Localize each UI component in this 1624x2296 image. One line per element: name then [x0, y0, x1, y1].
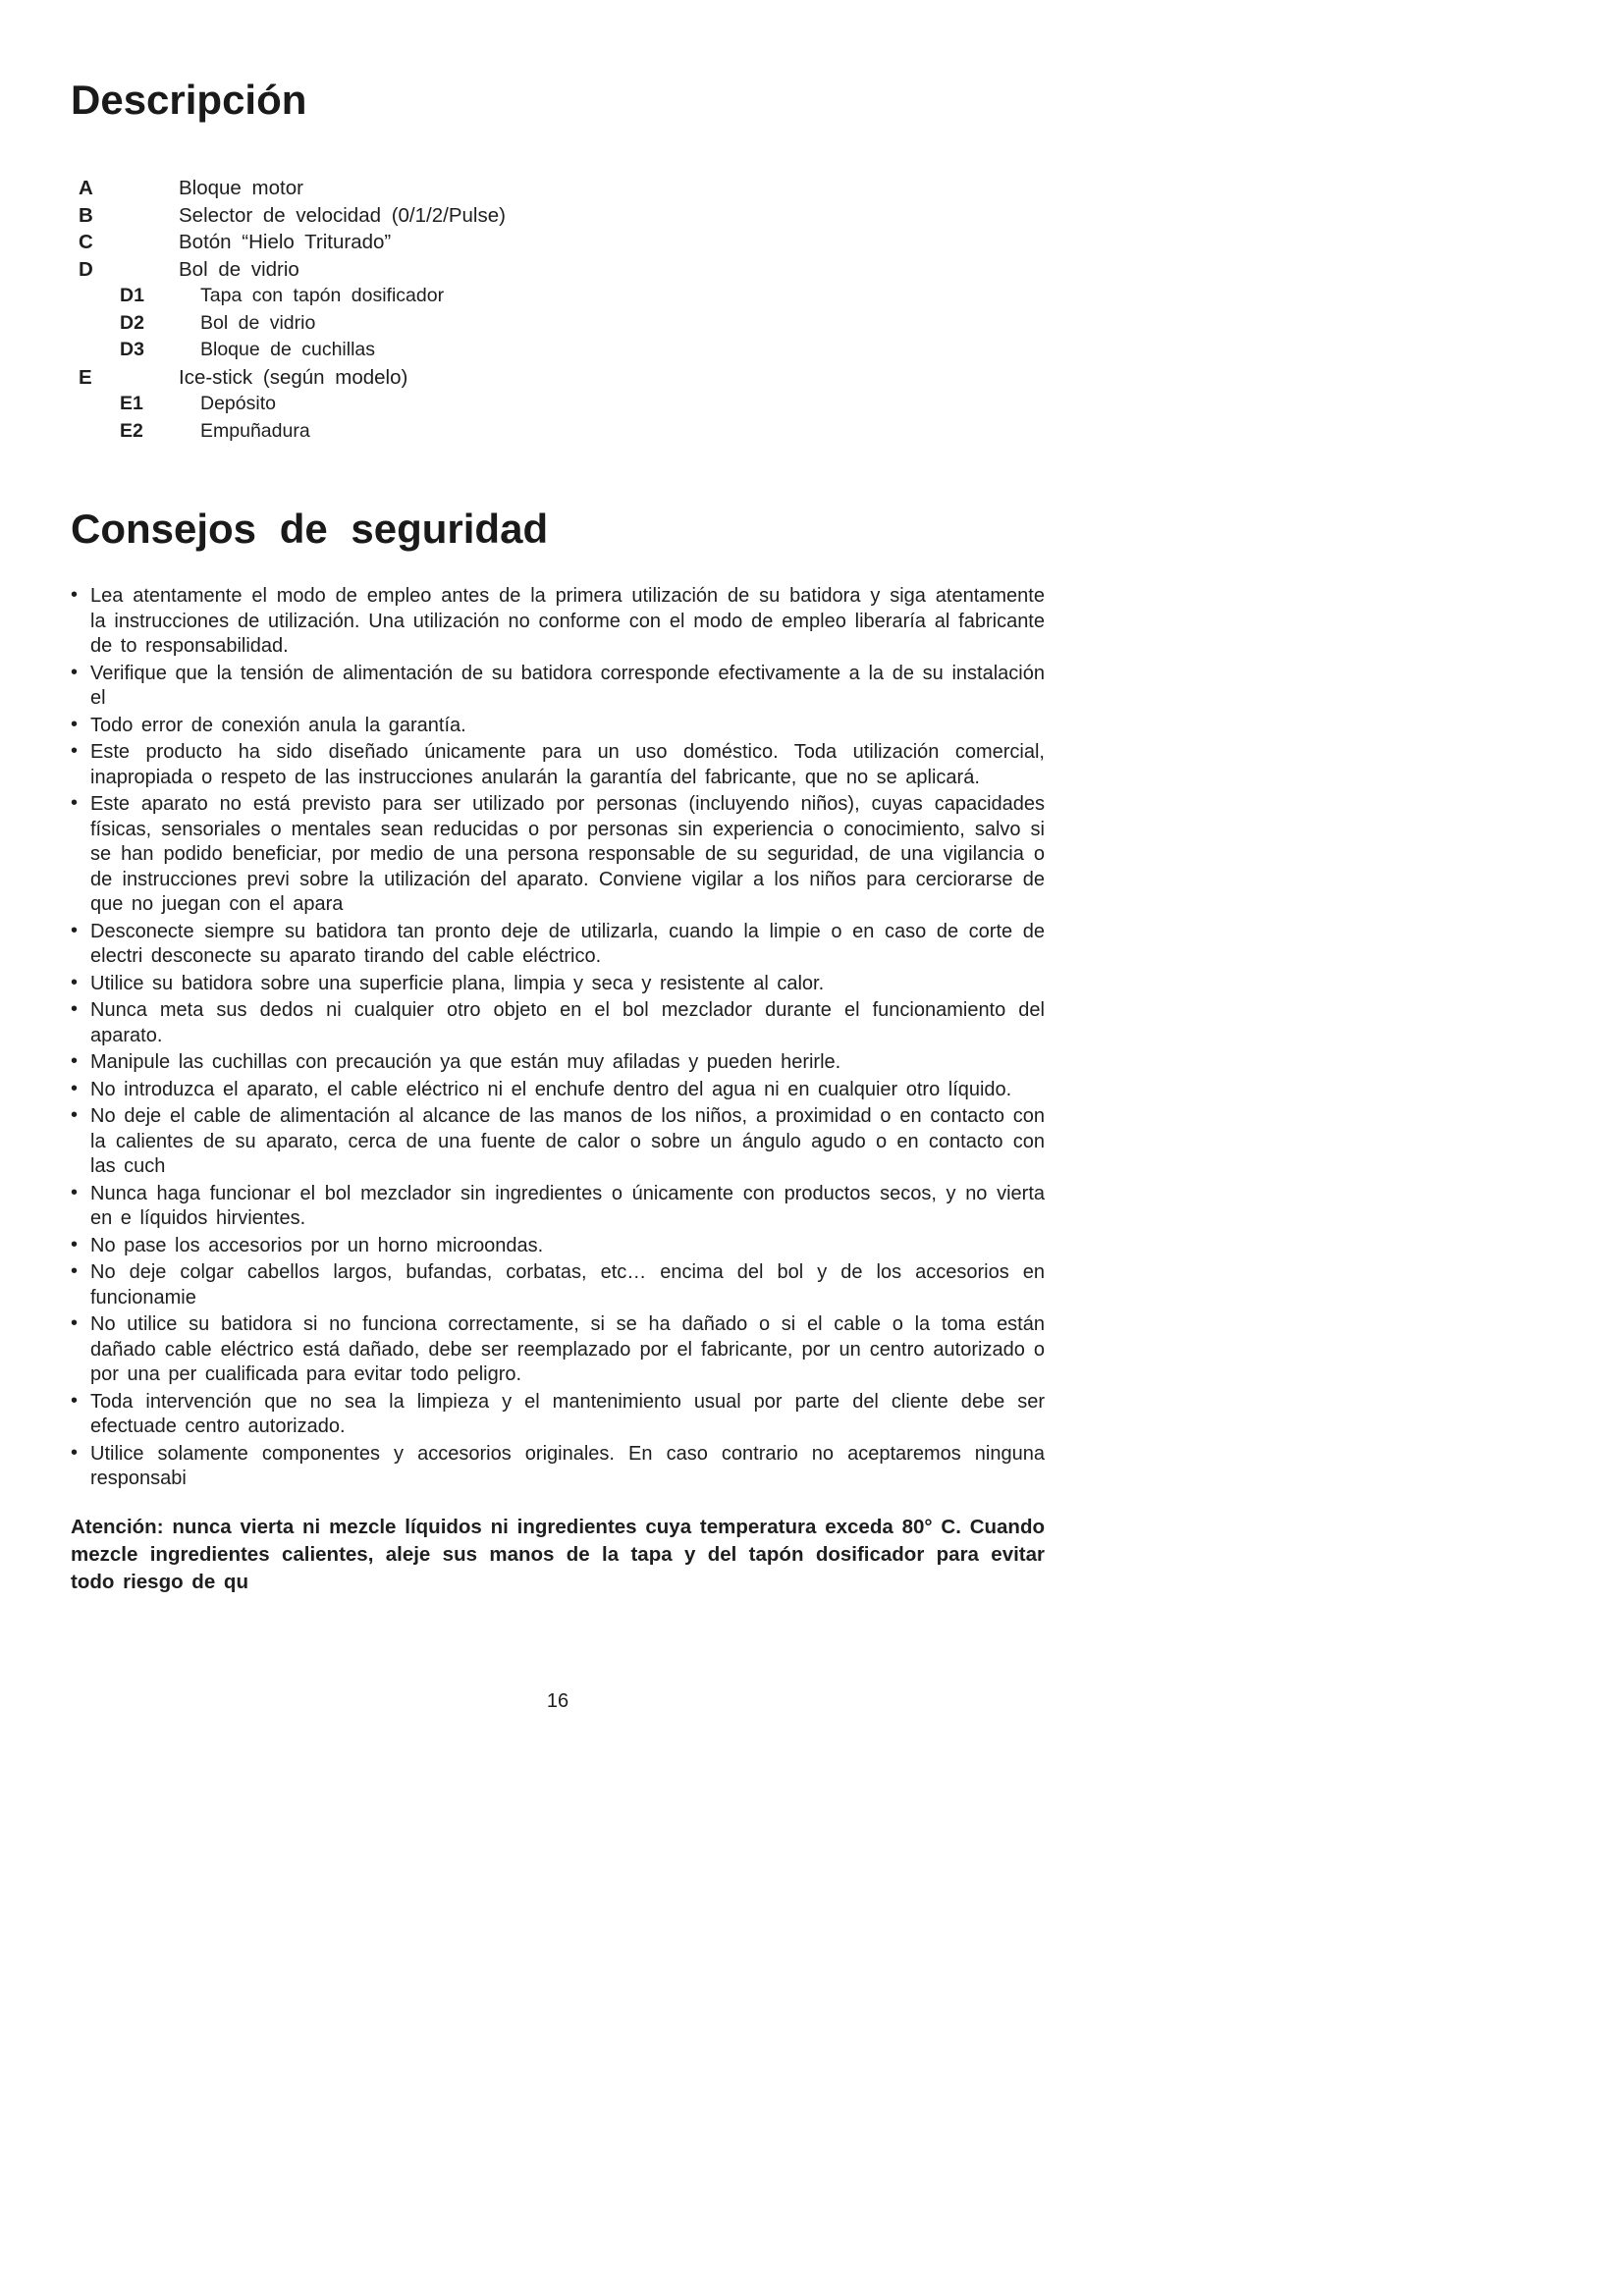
description-item-d3: [71, 337, 1062, 364]
description-list: [71, 175, 1062, 445]
description-key: B: [79, 203, 93, 227]
safety-bullet: • Utilice solamente componentes y accesorios originales. En caso contrario no aceptaremos ninguna responsabi: [71, 1442, 1045, 1492]
safety-bullet-list: [71, 584, 1045, 1492]
description-label: Bol de vidrio: [200, 311, 316, 334]
description-key: E: [79, 365, 92, 389]
safety-bullet: • Toda intervención que no sea la limpieza y el mantenimiento usual por parte del cliente debe ser efectuade centro autorizado.: [71, 1390, 1045, 1440]
safety-bullet: • Verifique que la tensión de alimentación de su batidora corresponde efectivamente a la de su instalación el: [71, 662, 1045, 712]
safety-bullet: • Nunca meta sus dedos ni cualquier otro objeto en el bol mezclador durante el funcionamiento del aparato.: [71, 998, 1045, 1048]
description-item-e1: [71, 391, 1062, 418]
description-key: D: [79, 257, 93, 281]
description-key: D2: [120, 311, 144, 334]
description-label: Bol de vidrio: [179, 257, 299, 281]
safety-bullet: • Desconecte siempre su batidora tan pronto deje de utilizarla, cuando la limpie o en caso de corte de electri desconecte su aparato tirando del cable eléctrico.: [71, 920, 1045, 970]
safety-bullet: • Manipule las cuchillas con precaución ya que están muy afiladas y pueden herirle.: [71, 1050, 1045, 1076]
safety-bullet: • No utilice su batidora si no funciona correctamente, si se ha dañado o si el cable o la toma están dañado cable eléctrico está dañado, debe ser reemplazado por el fabricante, por un centro autorizado o por una per cualificada para evitar todo peligro.: [71, 1312, 1045, 1388]
safety-heading: Consejos de seguridad: [71, 506, 549, 552]
description-key: E1: [120, 393, 143, 414]
description-item-c: [71, 229, 1062, 256]
description-label: Bloque motor: [179, 177, 303, 199]
safety-bullet: • Lea atentamente el modo de empleo antes de la primera utilización de su batidora y siga atentamente la instrucciones de utilización. Una utilización no conforme con el modo de empleo liberaría al fabricante de to responsabilidad.: [71, 584, 1045, 660]
page-number: 16: [546, 1689, 569, 1712]
description-item-b: [71, 202, 1062, 230]
description-label: Depósito: [200, 393, 276, 414]
description-label: Empuñadura: [200, 419, 310, 442]
description-label: Tapa con tapón dosificador: [200, 285, 445, 306]
description-item-d2: [71, 310, 1062, 338]
description-item-e2: [71, 418, 1062, 446]
description-key: D3: [120, 339, 144, 360]
description-item-a: [71, 175, 1062, 202]
description-label: Selector de velocidad (0/1/2/Pulse): [179, 203, 506, 227]
safety-bullet: • Este aparato no está previsto para ser utilizado por personas (incluyendo niños), cuyas capacidades físicas, sensoriales o mentales sean reducidas o por personas sin experiencia o conocimiento, salvo si se han podido beneficiar, por medio de una persona responsable de su seguridad, de una vigilancia o de instrucciones previ sobre la utilización del aparato. Conviene vigilar a los niños para cerciorarse de que no juegan con el apara: [71, 792, 1045, 918]
description-key: D1: [120, 285, 144, 306]
safety-bullet: • Este producto ha sido diseñado únicamente para un uso doméstico. Toda utilización comercial, inapropiada o respeto de las instrucciones anularán la garantía del fabricante, que no se aplicará.: [71, 740, 1045, 790]
safety-bullet: • Nunca haga funcionar el bol mezclador sin ingredientes o únicamente con productos secos, y no vierta en e líquidos hirvientes.: [71, 1182, 1045, 1232]
description-label: Bloque de cuchillas: [200, 339, 376, 360]
description-key: A: [79, 177, 93, 199]
safety-bullet: • No introduzca el aparato, el cable eléctrico ni el enchufe dentro del agua ni en cualquier otro líquido.: [71, 1078, 1045, 1103]
safety-bullet: • No pase los accesorios por un horno microondas.: [71, 1234, 1045, 1259]
safety-bullet: • Utilice su batidora sobre una superficie plana, limpia y seca y resistente al calor.: [71, 972, 1045, 997]
description-item-d1: [71, 283, 1062, 310]
page-content: [71, 0, 1062, 1713]
description-key: C: [79, 231, 93, 253]
safety-bullet: • No deje colgar cabellos largos, bufandas, corbatas, etc… encima del bol y de los accesorios en funcionamie: [71, 1260, 1045, 1310]
safety-bullet: • No deje el cable de alimentación al alcance de las manos de los niños, a proximidad o en contacto con la calientes de su aparato, cerca de una fuente de calor o sobre un ángulo agudo o en contacto con las cuch: [71, 1104, 1045, 1180]
description-item-e: [71, 364, 1062, 392]
warning-paragraph: Atención: nunca vierta ni mezcle líquidos ni ingredientes cuya temperatura exceda 80° C. Cuando mezcle ingredientes calientes, aleje sus manos de la tapa y del tapón dosificador para evitar todo riesgo de qu: [71, 1515, 1045, 1593]
description-item-d: [71, 256, 1062, 284]
description-key: E2: [120, 419, 143, 442]
description-label: Botón “Hielo Triturado”: [179, 231, 392, 253]
description-label: Ice-stick (según modelo): [179, 365, 408, 389]
page-title: Descripción: [71, 77, 307, 123]
safety-bullet: • Todo error de conexión anula la garantía.: [71, 714, 1045, 739]
